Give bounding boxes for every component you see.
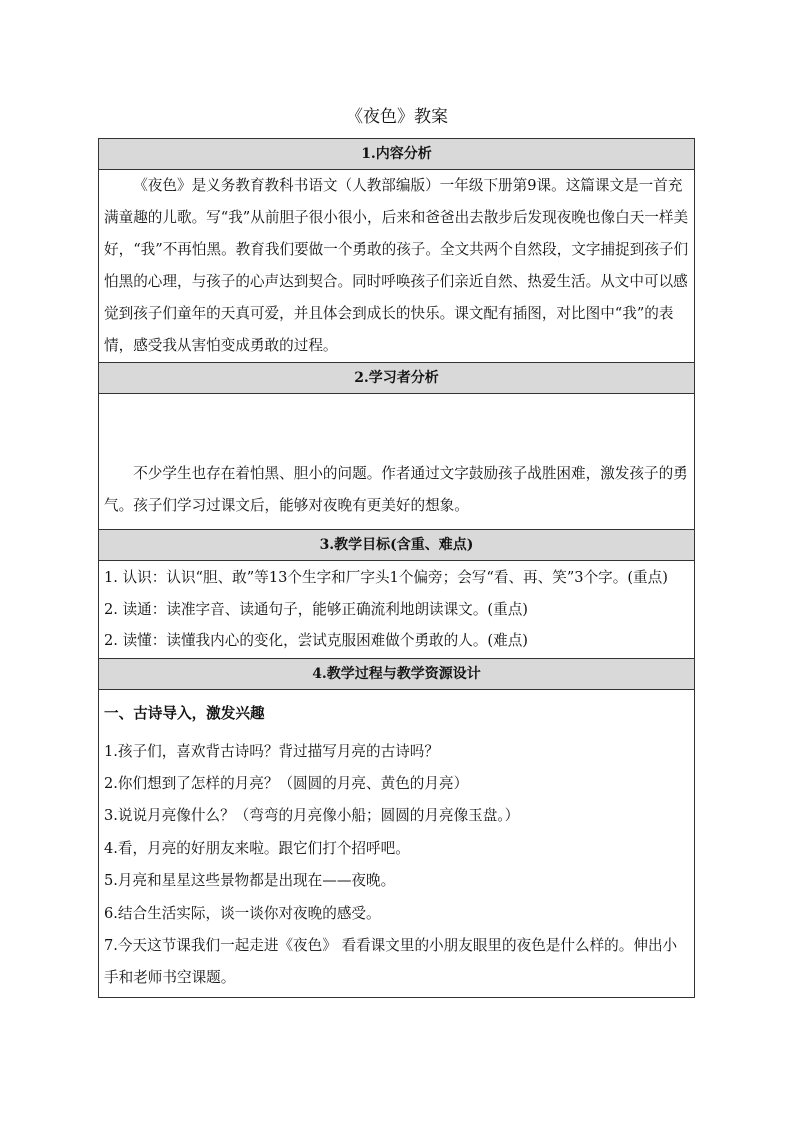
goal-item: 2. 读懂：读懂我内心的变化，尝试克服困难做个勇敢的人。(难点) xyxy=(104,632,528,649)
process-step: 4.看，月亮的好朋友来啦。跟它们打个招呼吧。 xyxy=(104,839,410,857)
document-title: 《夜色》教案 xyxy=(346,107,448,127)
learner-analysis-header: 2.学习者分析 xyxy=(99,363,695,394)
content-analysis-row xyxy=(99,170,695,363)
process-step: 7.今天这节课我们一起走进《夜色》 看看课文里的小朋友眼里的夜色是什么样的。伸出小手和老师书空课题。 xyxy=(104,936,678,987)
goals-cell xyxy=(99,561,695,659)
process-step: 2.你们想到了怎样的月亮？（圆圆的月亮、黄色的月亮） xyxy=(104,774,469,792)
goal-item: 2. 读通：读准字音、读通句子，能够正确流利地朗读课文。(重点) xyxy=(104,600,528,618)
learner-analysis-row xyxy=(99,394,695,530)
process-step: 3.说说月亮像什么？（弯弯的月亮像小船；圆圆的月亮像玉盘。） xyxy=(104,807,520,825)
process-cell xyxy=(99,689,695,997)
lesson-plan-table xyxy=(98,138,695,998)
process-header-row xyxy=(99,658,695,689)
learner-analysis-cell xyxy=(99,394,695,530)
goals-header: 3.教学目标(含重、难点) xyxy=(99,530,695,561)
learner-analysis-header-row xyxy=(99,363,695,394)
content-analysis-header-row xyxy=(99,139,695,170)
process-subheading: 一、古诗导入，激发兴趣 xyxy=(104,704,265,722)
process-step: 1.孩子们，喜欢背古诗吗？背过描写月亮的古诗吗？ xyxy=(104,742,439,760)
content-analysis-text: 《夜色》是义务教育教科书语文（人教部编版）一年级下册第9课。这篇课文是一首充满童趣的儿歌。写“我”从前胆子很小很小，后来和爸爸出去散步后发现夜晚也像白天一样美好，“我”不再怕黑。教育我们要做一个勇敢的孩子。全文共两个自然段，文字捕捉到孩子们怕黑的心理，与孩子的心声达到契合。同时呼唤孩子们亲近自然、热爱生活。从文中可以感觉到孩子们童年的天真可爱，并且体会到成长的快乐。课文配有插图，对比图中“我”的表情，感受我从害怕变成勇敢的过程。 xyxy=(104,177,689,354)
process-step: 5.月亮和星星这些景物都是出现在——夜晚。 xyxy=(104,872,396,890)
process-row xyxy=(99,689,695,997)
goal-item: 1. 认识：认识“胆、敢”等13个生字和厂字头1个偏旁；会写“看、再、笑”3个字。(重点) xyxy=(104,569,668,586)
process-header: 4.教学过程与教学资源设计 xyxy=(99,658,695,689)
learner-analysis-text: 不少学生也存在着怕黑、胆小的问题。作者通过文字鼓励孩子战胜困难，激发孩子的勇气。孩子们学习过课文后，能够对夜晚有更美好的想象。 xyxy=(104,465,688,514)
process-step: 6.结合生活实际，谈一谈你对夜晚的感受。 xyxy=(104,904,381,922)
content-analysis-cell xyxy=(99,170,695,363)
goals-header-row xyxy=(99,530,695,561)
content-analysis-header: 1.内容分析 xyxy=(99,139,695,170)
goals-row xyxy=(99,561,695,659)
